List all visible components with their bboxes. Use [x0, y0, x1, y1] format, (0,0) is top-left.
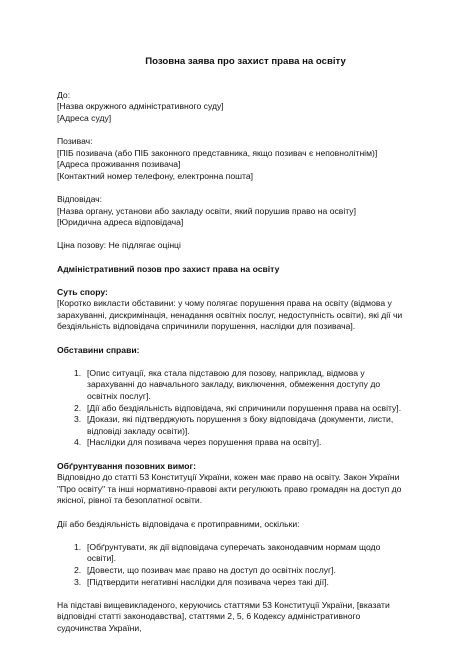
list-item: 2. [Довести, що позивач має право на доступ до освітніх послуг]. [74, 564, 336, 575]
grounds-line: якісної, рівної та безоплатної освіти. [57, 495, 203, 506]
court-block [57, 90, 434, 125]
list-item: 1. [Обґрунтувати, як дії відповідача суперечать законодавчим нормам щодо освіти]. [74, 541, 381, 564]
list-item: 3. [Докази, які підтверджують порушення з боку відповідача (документи, листи, відповіді закладу освіти)]. [74, 414, 394, 436]
essence-label: Суть спору: [57, 286, 108, 297]
essence-line: бездіяльність відповідача спричинили порушення, наслідки для позивача]. [57, 321, 356, 332]
list-item: 3. [Підтвердити негативні наслідки для позивача через такі дії]. [74, 576, 329, 587]
grounds-list [57, 542, 434, 588]
essence-line: зарахуванні, дискримінація, ненадання освітніх послуг, недоступність освіти), які дії чи [57, 309, 403, 320]
grounds-line: "Про освіту" та інші нормативно-правові акти регулюють право громадян на доступ до [57, 483, 402, 494]
plaintiff-address: [Адреса проживання позивача] [57, 159, 181, 170]
list-item: 4. [Наслідки для позивача через порушення права на освіту]. [74, 437, 322, 448]
grounds-label: Обґрунтування позовних вимог: [57, 460, 196, 471]
plaintiff-contacts: [Контактний номер телефону, електронна пошта] [57, 170, 254, 181]
plaintiff-label: Позивач: [57, 135, 93, 146]
court-label: До: [57, 89, 71, 100]
document-title: Позовна заява про захист права на освіту [145, 56, 346, 67]
essence-line: [Коротко викласти обставини: у чому полягає порушення права на освіту (відмова у [57, 298, 392, 309]
grounds-line: Відповідно до статті 53 Конституції України, кожен має право на освіту. Закон України [57, 472, 400, 483]
court-name: [Назва окружного адміністративного суду] [57, 101, 224, 112]
defendant-address: [Юридична адреса відповідача] [57, 217, 184, 228]
closing-line: відповідні статті законодавства], статтями 2, 5, 6 Кодексу адміністративного [57, 611, 361, 622]
essence-block [57, 287, 434, 333]
plaintiff-block [57, 136, 434, 182]
grounds-block [57, 461, 434, 589]
defendant-block [57, 194, 434, 229]
grounds-intro: Дії або бездіяльність відповідача є протиправними, оскільки: [57, 518, 300, 529]
circumstances-list [57, 368, 434, 449]
defendant-label: Відповідач: [57, 193, 103, 204]
circumstances-block [57, 345, 434, 449]
closing-line: судочинства України, [57, 622, 142, 633]
list-item: 2. [Дії або бездіяльність відповідача, які спричинили порушення права на освіту]. [74, 402, 402, 413]
closing-block [57, 600, 434, 635]
closing-line: На підставі вищевикладеного, керуючись статтями 53 Конституції України, [вказати [57, 599, 390, 610]
circumstances-label: Обставини справи: [57, 344, 140, 355]
claim-heading: Адміністративний позов про захист права на освіту [57, 263, 280, 274]
defendant-name: [Назва органу, установи або закладу освіти, який порушив право на освіту] [57, 205, 356, 216]
plaintiff-name: [ПІБ позивача (або ПІБ законного представника, якщо позивач є неповнолітнім)] [57, 147, 378, 158]
court-address: [Адреса суду] [57, 112, 112, 123]
list-item: 1. [Опис ситуації, яка стала підставою для позову, наприклад, відмова у зарахуванні до навчального закладу, виключення, обмеження доступу до освітніх послуг]. [74, 367, 381, 402]
claim-price: Ціна позову: Не підлягає оцінці [57, 240, 181, 251]
